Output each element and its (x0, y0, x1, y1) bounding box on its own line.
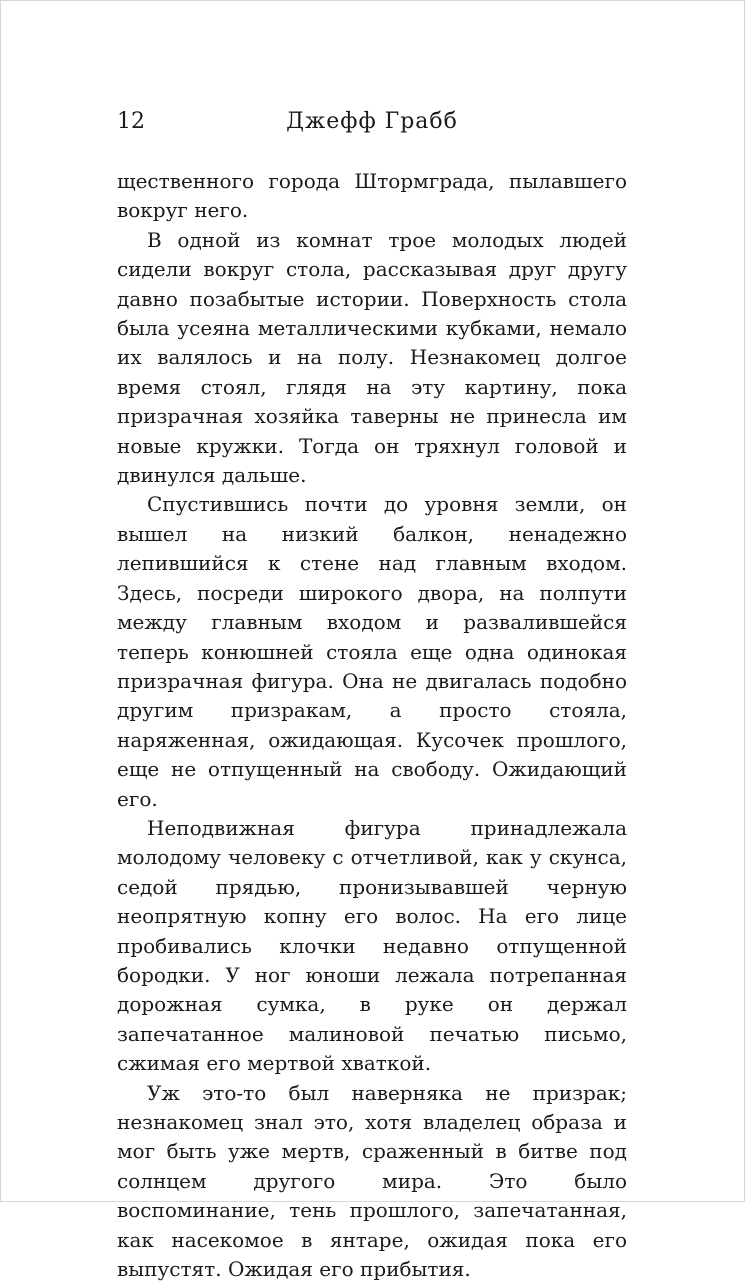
paragraph: Неподвижная фигура принадлежала молодому человеку с отчетливой, как у скунса, седой прядью, пронизывавшей черную неопрятную копну его волос. На его лице пробивались клочки недавно отпущенной бородки. У ног юноши лежала потрепанная дорожная сумка, в руке он держал запечатанное малиновой печатью письмо, сжимая его мертвой хваткой. (117, 815, 627, 1076)
body-text (117, 167, 627, 1284)
paragraph: Уж это-то был наверняка не призрак; незнакомец знал это, хотя владелец образа и мог быть уже мертв, сраженный в битве под солнцем другого мира. Это было воспоминание, тень прошлого, запечатанная, как насекомое в янтаре, ожидая пока его выпустят. Ожидая его прибытия. (117, 1080, 627, 1282)
paragraph: Спустившись почти до уровня земли, он вышел на низкий балкон, ненадежно лепившийся к стене над главным входом. Здесь, посреди широкого двора, на полпути между главным входом и развалившейся теперь конюшней стояла еще одна одинокая призрачная фигура. Она не двигалась подобно другим призракам, а просто стояла, наряженная, ожидающая. Кусочек прошлого, еще не отпущенный на свободу. Ожидающий его. (117, 492, 627, 811)
page-header (117, 109, 627, 143)
paragraph: В одной из комнат трое молодых людей сидели вокруг стола, рассказывая друг другу давно позабытые истории. Поверхность стола была усеяна металлическими кубками, немало их валялось и на полу. Незнакомец долгое время стоял, глядя на эту картину, пока призрачная хозяйка таверны не принесла им новые кружки. Тогда он тряхнул головой и двинулся дальше. (117, 227, 627, 488)
running-title: Джефф Грабб (286, 109, 458, 134)
page-number: 12 (117, 109, 145, 134)
paragraph: щественного города Штормграда, пылавшего вокруг него. (117, 169, 627, 223)
